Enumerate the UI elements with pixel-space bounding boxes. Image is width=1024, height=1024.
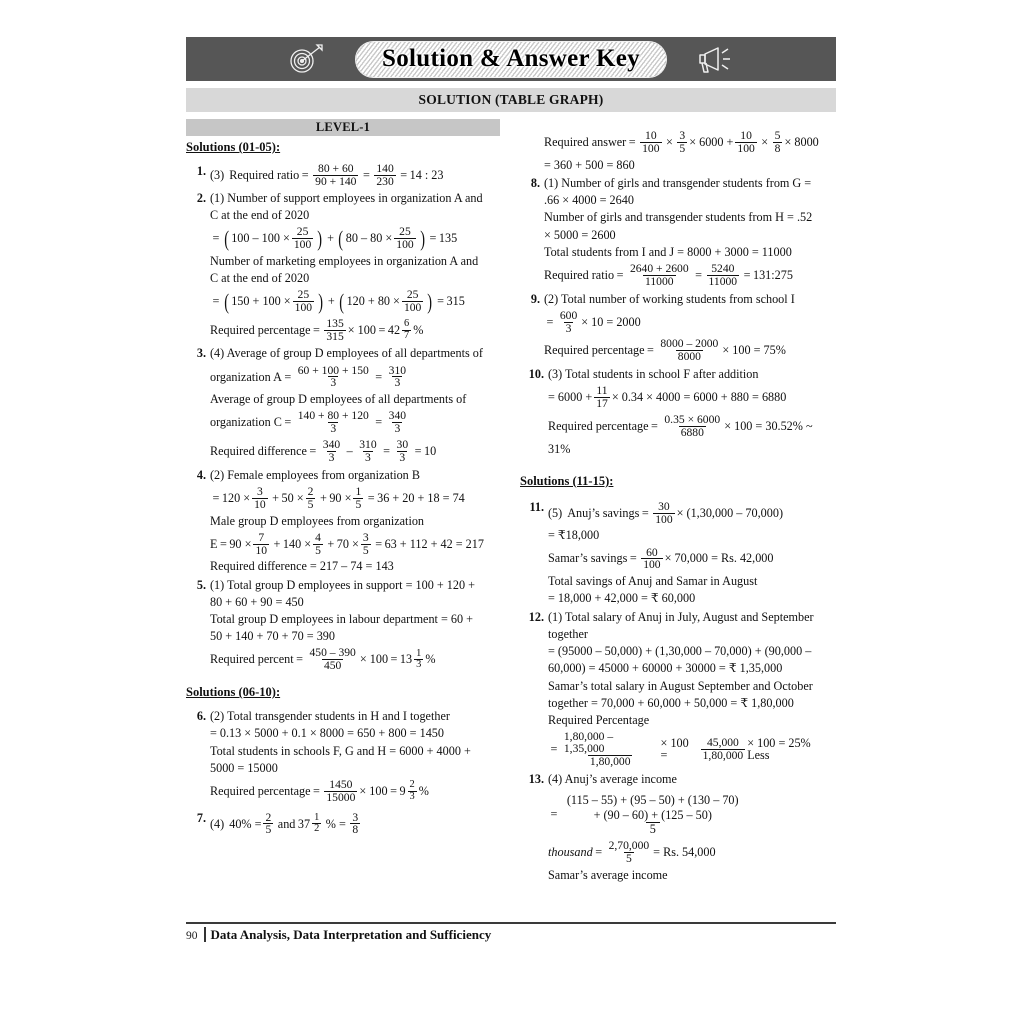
solutions-group-2 <box>186 683 502 705</box>
item-line: Total students in schools F, G and H = 6000 + 4000 + <box>210 743 471 758</box>
item-line <box>210 345 502 361</box>
item-line: together = 70,000 + 60,000 + 50,000 = ₹ 1,80,000 <box>548 695 794 710</box>
item-line: = 360 + 500 = 860 <box>544 157 635 172</box>
equation: E = 90 × $\frac{7}{10}$ + 140 × $\frac{4}{5}$ + 70 × $\frac{3}{5}$ = 63 + 112 + 42 = 217 <box>210 530 484 557</box>
fraction: $\frac{5240}{11000}$ <box>708 261 738 288</box>
equation: organization C = $\frac{140 + 80 + 120}{3}$ = $\frac{340}{3}$ <box>210 409 407 436</box>
fraction: $\frac{5}{8}$ <box>774 129 781 155</box>
answer-choice: (3) <box>210 167 225 182</box>
item-line: 50 + 140 + 70 + 70 = 390 <box>210 629 335 644</box>
solution-item-9 <box>520 291 836 365</box>
fraction: $\frac{2,70,000}{5}$ <box>608 839 650 866</box>
equation: (5) Anuj’s savings = $\frac{30}{100}$ × (1,30,000 – 70,000) <box>548 499 784 526</box>
solutions-group-3 <box>520 472 836 494</box>
fraction: $\frac{600}{3}$ <box>559 308 578 335</box>
left-column <box>186 138 502 839</box>
item-number: 5. <box>196 577 206 592</box>
fraction: $\frac{3}{10}$ <box>254 484 266 511</box>
page-footer <box>186 927 836 943</box>
solution-item-10 <box>520 366 836 458</box>
item-line <box>548 771 836 787</box>
fraction: $\frac{45,000}{1,80,000}$ <box>702 736 744 762</box>
fraction: $\frac{25}{100}$ <box>293 225 312 251</box>
target-arrow-icon <box>284 42 330 76</box>
section-header-bar <box>186 88 836 112</box>
item-line: C at the end of 2020 <box>210 270 310 285</box>
item-number: 12. <box>528 609 544 624</box>
answer-choice: (5) <box>548 505 563 520</box>
item-number: 9. <box>530 291 540 306</box>
equation: Required percent = $\frac{450 - 390}{450}$ × 100 = 13 $\frac{1}{3}$ % <box>210 646 436 673</box>
fraction: $\frac{25}{100}$ <box>294 288 313 314</box>
answer-choice: (4) <box>210 816 225 831</box>
solution-item-11 <box>520 499 836 608</box>
item-line: Number of marketing employees in organization A and <box>210 253 479 268</box>
fraction: $\frac{310}{3}$ <box>359 438 377 464</box>
answer-choice: (2) <box>210 467 225 482</box>
answer-choice: (2) <box>210 709 225 724</box>
item-line <box>210 190 502 206</box>
section-header-label: SOLUTION (TABLE GRAPH) <box>418 92 604 107</box>
item-line: Total group D employees in labour department = 60 + <box>210 612 474 627</box>
item-text: Total group D employees in support = 100 + 120 + <box>227 577 475 592</box>
math-result: 10 <box>423 443 437 458</box>
item-line: = 18,000 + 42,000 = ₹ 60,000 <box>548 591 696 606</box>
item-line <box>544 175 836 191</box>
item-line: × 5000 = 2600 <box>544 227 616 242</box>
solution-item-4 <box>186 467 502 576</box>
fraction: $\frac{1}{3}$ <box>416 647 422 671</box>
item-line: Total students from I and J = 8000 + 3000 = 11000 <box>544 244 792 259</box>
item-line: Total savings of Anuj and Samar in August <box>548 574 758 589</box>
level-header-label: LEVEL-1 <box>315 120 371 134</box>
fraction: $\frac{1}{2}$ <box>314 811 320 835</box>
equation: = $\frac{1,80,000 - 1,35,000}{1,80,000}$ × 100 = $\frac{45,000}{1,80,000}$ × 100 = 25% Less <box>550 730 811 768</box>
fraction: $\frac{8000 - 2000}{8000}$ <box>660 337 719 364</box>
equation: thousand = $\frac{2,70,000}{5}$ = Rs. 54,000 <box>548 839 716 866</box>
item-line: Required Percentage <box>548 712 650 727</box>
math-label: Required difference <box>210 443 307 458</box>
math-label: Anuj’s savings <box>567 505 640 520</box>
item-line: = 0.13 × 5000 + 0.1 × 8000 = 650 + 800 = 1450 <box>210 726 444 741</box>
math-result: 135 <box>438 230 458 245</box>
page-title: Solution & Answer Key <box>382 45 640 72</box>
fraction: $\frac{0.35 \times 6000}{6880}$ <box>664 412 721 439</box>
equation: Required percentage = $\frac{8000 - 2000}{8000}$ × 100 = 75% <box>544 337 786 364</box>
item-text: Total number of working students from school I <box>561 291 795 306</box>
item-line: 60,000) = 45000 + 60000 + 30000 = ₹ 1,35,000 <box>548 661 783 676</box>
item-number: 4. <box>196 467 206 482</box>
fraction: $\frac{340}{3}$ <box>322 438 341 464</box>
fraction: $\frac{2}{3}$ <box>409 779 415 802</box>
equation: Required difference = $\frac{340}{3}$ – $\frac{310}{3}$ = $\frac{30}{3}$ = 10 <box>210 438 437 464</box>
item-line <box>548 609 836 625</box>
item-line: Samar’s average income <box>548 867 668 882</box>
item-line <box>210 708 502 724</box>
item-line: 80 + 60 + 90 = 450 <box>210 594 304 609</box>
solution-item-8 <box>520 175 836 290</box>
math-label: Required percent <box>210 652 294 667</box>
footer-separator <box>204 927 206 942</box>
item-number: 11. <box>529 499 544 514</box>
item-line: = ₹18,000 <box>548 528 600 543</box>
fraction: $\frac{30}{3}$ <box>396 438 409 464</box>
solution-item-5 <box>186 577 502 675</box>
equation: = ( 150 + 100 × $\frac{25}{100}$ ) + ( 120 + 80 × $\frac{25}{100}$ ) = 315 <box>212 288 465 314</box>
answer-choice: (2) <box>544 291 559 306</box>
equation: Samar’s savings = $\frac{60}{100}$ × 70,000 = Rs. 42,000 <box>548 545 774 572</box>
item-number: 3. <box>196 346 206 361</box>
solution-item-2 <box>186 190 502 345</box>
item-line: 5000 = 15000 <box>210 760 278 775</box>
answer-choice: (1) <box>548 609 563 624</box>
fraction: $\frac{7}{10}$ <box>255 530 268 557</box>
fraction: $\frac{1450}{15000}$ <box>326 777 356 804</box>
math-result: 315 <box>446 294 465 309</box>
equation: Required percentage = $\frac{135}{315}$ × 100 = 42 $\frac{6}{7}$ % <box>210 316 424 343</box>
solution-item-1 <box>186 163 502 189</box>
page-number: 90 <box>186 930 198 942</box>
group-heading: Solutions (06-10): <box>186 685 281 700</box>
equation: = $\frac{600}{3}$ × 10 = 2000 <box>546 308 641 335</box>
fraction: $\frac{30}{100}$ <box>655 499 673 526</box>
fraction: $\frac{4}{5}$ <box>315 530 321 557</box>
fraction: (115 – 55) + (95 – 50) + (130 – 70) + (90 – 60) + (125 – 50) 5 <box>566 792 739 837</box>
item-number: 10. <box>528 367 544 382</box>
footer-divider <box>186 922 836 924</box>
item-text: Anuj’s average income <box>564 771 677 786</box>
math-label: Samar’s savings <box>548 551 628 566</box>
fraction: $\frac{3}{5}$ <box>362 530 369 557</box>
group-heading: Solutions (01-05): <box>186 140 281 154</box>
math-result: 63 + 112 + 42 = 217 <box>384 536 484 551</box>
item-line <box>548 366 836 382</box>
answer-choice: (3) <box>548 367 563 382</box>
fraction: $\frac{80 + 60}{90 + 140}$ <box>315 162 357 188</box>
item-line <box>210 467 502 483</box>
item-line: (3) Required ratio = $\frac{80 + 60}{90 + 140}$ = $\frac{140}{230}$ = 14 : 23 <box>210 162 444 188</box>
fraction: $\frac{340}{3}$ <box>388 409 407 436</box>
math-label: Required ratio <box>544 267 615 282</box>
answer-choice: (1) <box>210 190 225 205</box>
item-number: 13. <box>528 771 544 786</box>
fraction: $\frac{10}{100}$ <box>642 129 660 155</box>
banner-title-pill <box>356 42 666 77</box>
item-text: Total salary of Anuj in July, August and September <box>565 609 814 624</box>
math-label: organization C <box>210 415 282 430</box>
fraction: $\frac{60}{100}$ <box>643 545 661 572</box>
equation: = 6000 + $\frac{11}{17}$ × 0.34 × 4000 = 6000 + 880 = 6880 <box>548 384 787 411</box>
math-label: Required ratio <box>229 167 300 182</box>
item-text: Number of girls and transgender students from G = <box>561 175 812 190</box>
math-result: 36 + 20 + 18 = 74 <box>377 490 465 505</box>
fraction: $\frac{1}{5}$ <box>355 484 362 511</box>
math-label: Required percentage <box>210 783 311 798</box>
math-label: organization A <box>210 369 282 384</box>
equation: Required answer = $\frac{10}{100}$ × $\frac{3}{5}$ × 6000 + $\frac{10}{100}$ × $\frac{5}{8}$ × 8000 <box>544 129 819 155</box>
fraction: $\frac{3}{5}$ <box>679 129 686 155</box>
fraction: $\frac{1,80,000 - 1,35,000}{1,80,000}$ <box>563 730 631 768</box>
math-result: 131:275 <box>752 267 793 282</box>
item-line: 31% <box>548 441 571 456</box>
item-text: Female employees from organization B <box>227 467 420 482</box>
fraction: $\frac{11}{17}$ <box>596 384 608 411</box>
fraction: $\frac{135}{315}$ <box>326 316 344 343</box>
solution-item-7-continued <box>520 128 836 174</box>
fraction: $\frac{2}{5}$ <box>307 484 314 511</box>
equation: Required percentage = $\frac{0.35 \times 6000}{6880}$ × 100 = 30.52% ~ <box>548 412 813 439</box>
fraction: $\frac{140 + 80 + 120}{3}$ <box>297 409 369 436</box>
item-number: 7. <box>196 810 206 825</box>
solution-item-7 <box>186 810 502 839</box>
level-header-bar <box>186 119 500 136</box>
fraction: $\frac{6}{7}$ <box>404 317 410 341</box>
item-line: .66 × 4000 = 2640 <box>544 193 634 208</box>
item-line: Number of girls and transgender students from H = .52 <box>544 210 813 225</box>
answer-choice: (4) <box>548 771 563 786</box>
document-page <box>186 0 836 1024</box>
item-number: 8. <box>530 175 540 190</box>
fraction: $\frac{60 + 100 + 150}{3}$ <box>297 363 369 390</box>
fraction: $\frac{25}{100}$ <box>396 225 414 251</box>
item-line: together <box>548 626 588 641</box>
fraction: $\frac{2640 + 2600}{11000}$ <box>629 261 689 288</box>
equation: = ( 100 – 100 × $\frac{25}{100}$ ) + ( 80 – 80 × $\frac{25}{100}$ ) = 135 <box>212 225 458 251</box>
item-text: Number of support employees in organization A and <box>227 190 483 205</box>
item-line <box>210 577 502 593</box>
solution-item-13 <box>520 771 836 885</box>
header-banner <box>186 37 836 81</box>
fraction: $\frac{10}{100}$ <box>737 129 755 155</box>
item-line: Required difference = 217 – 74 = 143 <box>210 559 394 574</box>
equation: Required ratio = $\frac{2640 + 2600}{11000}$ = $\frac{5240}{11000}$ = 131:275 <box>544 261 793 288</box>
item-line: = (95000 – 50,000) + (1,30,000 – 70,000) + (90,000 – <box>548 644 812 659</box>
item-text: Total transgender students in H and I together <box>227 709 450 724</box>
equation: = (115 – 55) + (95 – 50) + (130 – 70) + (90 – 60) + (125 – 50) 5 <box>548 793 746 836</box>
fraction: $\frac{310}{3}$ <box>388 363 407 390</box>
answer-choice: (1) <box>210 577 225 592</box>
item-number: 1. <box>196 164 206 178</box>
math-label: Required answer <box>544 134 627 149</box>
solution-item-3 <box>186 345 502 465</box>
group-heading: Solutions (11-15): <box>520 473 614 488</box>
answer-choice: (4) <box>210 346 225 361</box>
item-line <box>544 291 836 307</box>
math-result: 14 : 23 <box>409 167 444 182</box>
item-number: 2. <box>196 190 206 205</box>
math-label: Required percentage <box>544 343 645 358</box>
item-text: Average of group D employees of all departments of <box>226 346 483 361</box>
solution-item-12 <box>520 609 836 770</box>
answer-choice: (1) <box>544 175 559 190</box>
item-line: Male group D employees from organization <box>210 513 425 528</box>
item-line: Samar’s total salary in August September and October <box>548 678 813 693</box>
fraction: $\frac{25}{100}$ <box>403 288 422 314</box>
right-column <box>520 128 836 885</box>
item-line: C at the end of 2020 <box>210 207 310 222</box>
math-label: Required percentage <box>210 322 311 337</box>
fraction: $\frac{450 - 390}{450}$ <box>309 646 356 673</box>
item-text: Total students in school F after addition <box>565 367 759 382</box>
fraction: $\frac{2}{5}$ <box>265 810 272 837</box>
equation: organization A = $\frac{60 + 100 + 150}{3}$ = $\frac{310}{3}$ <box>210 363 407 390</box>
equation: (4) 40% = $\frac{2}{5}$ and 37 $\frac{1}{2}$ % = $\frac{3}{8}$ <box>210 810 359 837</box>
solution-item-6 <box>186 708 502 806</box>
item-line: Average of group D employees of all departments of <box>210 392 467 407</box>
equation: Required percentage = $\frac{1450}{15000}$ × 100 = 9 $\frac{2}{3}$ % <box>210 777 429 804</box>
fraction: $\frac{3}{8}$ <box>352 810 359 837</box>
item-number <box>520 128 544 174</box>
fraction: $\frac{140}{230}$ <box>376 162 394 188</box>
footer-title: Data Analysis, Data Interpretation and Sufficiency <box>210 927 492 942</box>
math-label: thousand <box>548 845 593 860</box>
solutions-group-1 <box>186 138 502 160</box>
equation: = 120 × $\frac{3}{10}$ + 50 × $\frac{2}{5}$ + 90 × $\frac{1}{5}$ = 36 + 20 + 18 = 74 <box>212 484 465 511</box>
math-label: Required percentage <box>548 418 649 433</box>
megaphone-icon <box>692 42 738 76</box>
item-number: 6. <box>196 709 206 724</box>
